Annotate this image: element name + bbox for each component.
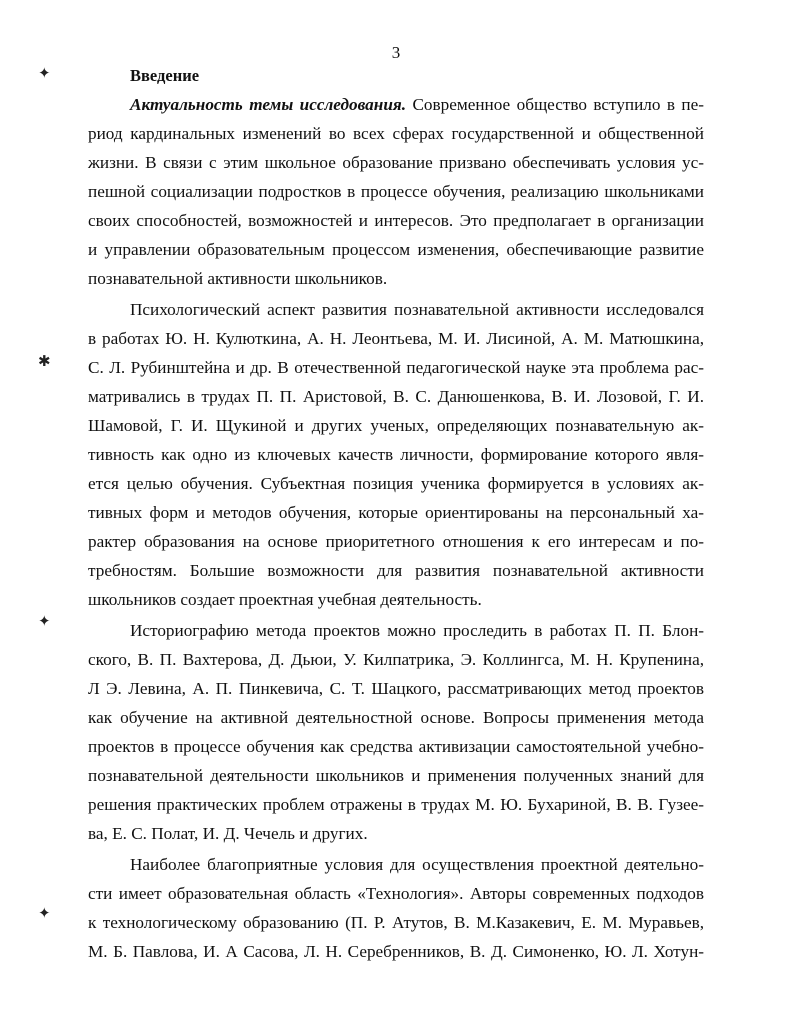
text-line: Психологический аспект развития познавательной активности исследовался	[130, 300, 704, 319]
text-line: рактер образования на основе приоритетного отношения к его интересам и по-	[88, 532, 704, 551]
text-line: риод кардинальных изменений во всех сферах государственной и общественной	[88, 124, 704, 143]
text-line: Наиболее благоприятные условия для осуществления проектной деятельно-	[130, 855, 704, 874]
text-line: требностям. Большие возможности для развития познавательной активности	[88, 561, 704, 580]
margin-mark: ✦	[38, 614, 51, 630]
text-line: С. Л. Рубинштейна и др. В отечественной педагогической науке эта проблема рас-	[88, 358, 704, 377]
text-line: матривались в трудах П. П. Аристовой, В. С. Данюшенкова, В. И. Лозовой, Г. И.	[88, 387, 704, 406]
text-line: ского, В. П. Вахтерова, Д. Дьюи, У. Килпатрика, Э. Коллингса, М. Н. Крупенина,	[88, 650, 704, 669]
text-line: в работах Ю. Н. Кулюткина, А. Н. Леонтьева, М. И. Лисиной, А. М. Матюшкина,	[88, 329, 704, 348]
text-line: тивных форм и методов обучения, которые ориентированы на персональный ха-	[88, 503, 704, 522]
text-line: как обучение на активной деятельностной основе. Вопросы применения метода	[88, 708, 704, 727]
lead-phrase: Актуальность темы исследования.	[130, 95, 407, 114]
text-line: познавательной деятельности школьников и применения полученных знаний для	[88, 766, 704, 785]
section-heading: Введение	[130, 66, 200, 85]
text-line: познавательной активности школьников.	[88, 269, 388, 288]
margin-mark: ✦	[38, 66, 51, 82]
text-line: тивность как одно из ключевых качеств личности, формирование которого явля-	[88, 445, 704, 464]
text-line: своих способностей, возможностей и интересов. Это предполагает в организации	[88, 211, 704, 230]
text-line: ва, Е. С. Полат, И. Д. Чечель и других.	[88, 824, 368, 843]
text-line: Историографию метода проектов можно проследить в работах П. П. Блон-	[130, 621, 704, 640]
text-line: и управлении образовательным процессом изменения, обеспечивающие развитие	[88, 240, 704, 259]
margin-mark: ✱	[38, 354, 51, 370]
text-line: Шамовой, Г. И. Щукиной и других ученых, определяющих познавательную ак-	[88, 416, 704, 435]
text-line: решения практических проблем отражены в трудах М. Ю. Бухариной, В. В. Гузее-	[88, 795, 704, 814]
text-line: Л Э. Левина, А. П. Пинкевича, С. Т. Шацкого, рассматривающих метод проектов	[88, 679, 704, 698]
text-line: сти имеет образовательная область «Технология». Авторы современных подходов	[88, 884, 704, 903]
margin-mark: ✦	[38, 906, 51, 922]
text-line: к технологическому образованию (П. Р. Атутов, В. М.Казакевич, Е. М. Муравьев,	[88, 913, 704, 932]
text-line: М. Б. Павлова, И. А Сасова, Л. Н. Серебренников, В. Д. Симоненко, Ю. Л. Хотун-	[88, 942, 704, 961]
text-line: ется целью обучения. Субъектная позиция ученика формируется в условиях ак-	[88, 474, 704, 493]
text-line: проектов в процессе обучения как средства активизации самостоятельной учебно-	[88, 737, 704, 756]
text-line: жизни. В связи с этим школьное образование призвано обеспечивать условия ус-	[88, 153, 704, 172]
text-line: пешной социализации подростков в процессе обучения, реализацию школьниками	[88, 182, 704, 201]
text-line: Актуальность темы исследования. Современное общество вступило в пе-	[130, 95, 704, 114]
page-number: 3	[391, 43, 401, 62]
text-line: школьников создает проектная учебная деятельность.	[88, 590, 482, 609]
